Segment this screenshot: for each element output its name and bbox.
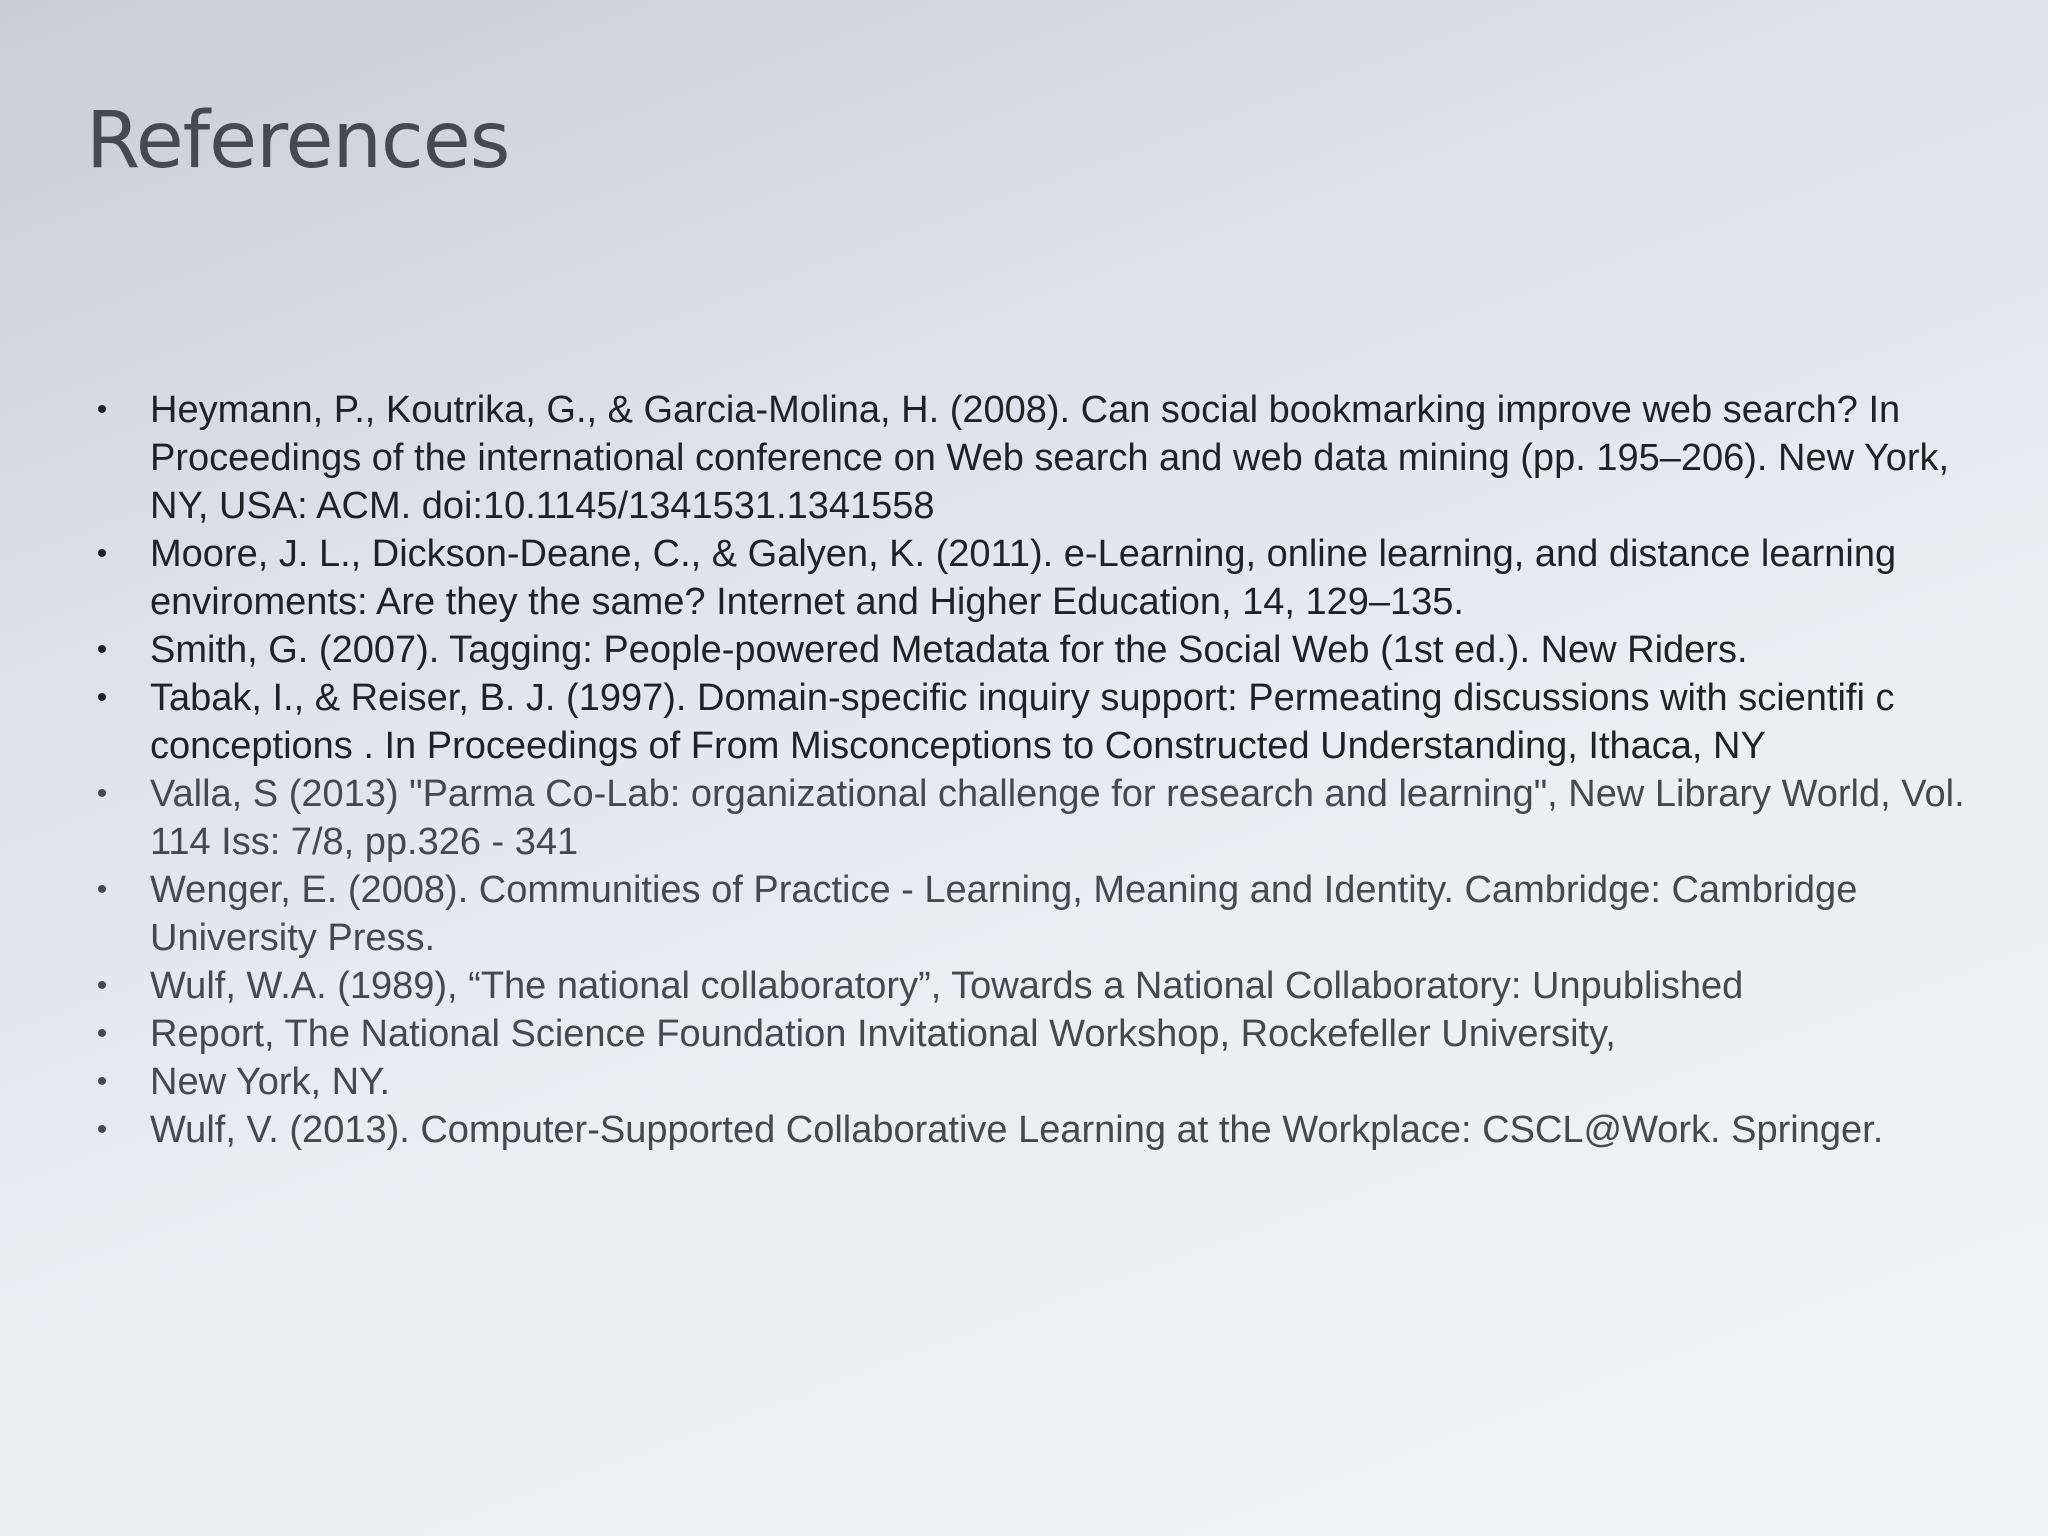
reference-item [92,626,1972,674]
bullet-icon: • [96,1065,108,1098]
reference-text: Moore, J. L., Dickson-Deane, C., & Galyen, K. (2011). e-Learning, online learning, and distance learning enviroments: Are they the same? Internet and Higher Education, 14, 129–135. [150,533,1897,623]
reference-item [92,1010,1972,1058]
bullet-icon: • [96,633,108,666]
reference-text: Heymann, P., Koutrika, G., & Garcia-Molina, H. (2008). Can social bookmarking improve web search? In Proceedings of the international conference on Web search and web data mining (pp. 195–206). New York, NY, USA: ACM. doi:10.1145/1341531.1341558 [150,389,1950,527]
slide-title: References [86,96,510,186]
reference-text: Wulf, V. (2013). Computer-Supported Collaborative Learning at the Workplace: CSCL@Work. Springer. [150,1109,1884,1151]
bullet-icon: • [96,1017,108,1050]
reference-item [92,674,1972,770]
reference-item [92,530,1972,626]
bullet-icon: • [96,777,108,810]
reference-item [92,962,1972,1010]
reference-item [92,770,1972,866]
bullet-icon: • [96,681,108,714]
reference-item [92,866,1972,962]
reference-list [92,386,1972,1154]
bullet-icon: • [96,873,108,906]
reference-text: Wenger, E. (2008). Communities of Practice - Learning, Meaning and Identity. Cambridge: Cambridge University Press. [150,869,1858,959]
reference-item [92,386,1972,530]
reference-item [92,1058,1972,1106]
reference-text: Report, The National Science Foundation Invitational Workshop, Rockefeller University, [150,1013,1616,1055]
reference-text: New York, NY. [150,1061,391,1103]
reference-text: Valla, S (2013) "Parma Co-Lab: organizational challenge for research and learning", New Library World, Vol. 114 Iss: 7/8, pp.326 - 341 [150,773,1965,863]
reference-text: Tabak, I., & Reiser, B. J. (1997). Domain-specific inquiry support: Permeating discussions with scientifi c conceptions . In Proceedings of From Misconceptions to Constructed Understanding, Ithaca, NY [150,677,1895,767]
reference-text: Smith, G. (2007). Tagging: People-powered Metadata for the Social Web (1st ed.). New Riders. [150,629,1748,671]
reference-text: Wulf, W.A. (1989), “The national collaboratory”, Towards a National Collaboratory: Unpublished [150,965,1744,1007]
bullet-icon: • [96,537,108,570]
bullet-icon: • [96,1113,108,1146]
bullet-icon: • [96,969,108,1002]
bullet-icon: • [96,393,108,426]
reference-item [92,1106,1972,1154]
